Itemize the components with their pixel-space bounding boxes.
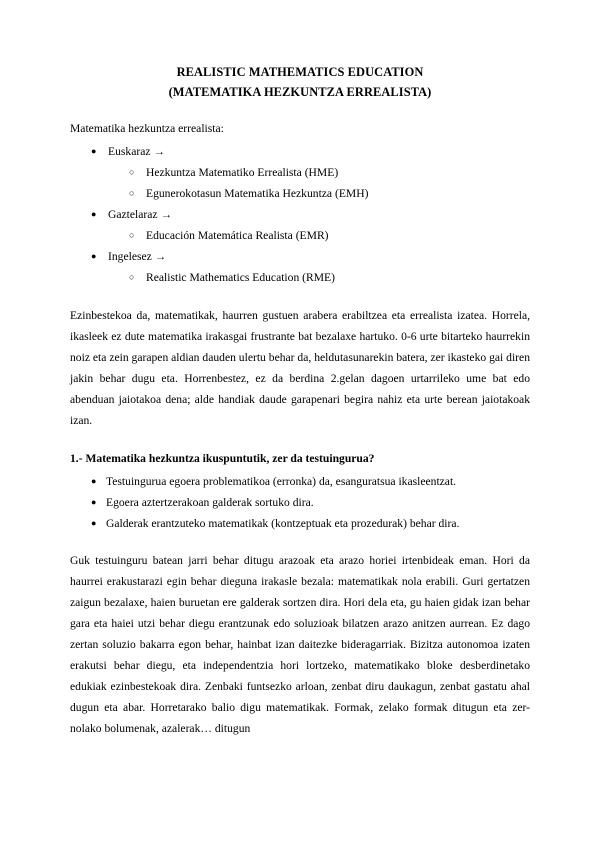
list-item-label: Gaztelaraz → xyxy=(108,208,173,221)
body-paragraph-2: Guk testuinguru batean jarri behar ditugu arazoak eta arazo horiei irtenbideak eman. Hori da haurrei erakustarazi egin behar dieguna irakasle bezala: matematikak nola erabili. Guri gertatzen zaigun bezalaxe, haien buruetan ere galderak sortzen dira. Hori dela eta, gu haien gidak izan behar gara eta haiei utzi behar diegu erantzunak edo soluzioak bilatzen arazo anitzen aurrean. Ez dago zertan soluzio bakarra egon behar, hainbat izan daitezke bideragarriak. Bizitza autonomoa izaten erakutsi behar diegu, eta independentzia hori lortzeko, matematikako bloke desberdinetako edukiak ezinbestekoak dira. Zenbaki funtsezko arloan, zenbat diru daukagun, zenbat gastatu ahal dugun eta abar. Horretarako balio digu matematikak. Formak, zelako formak ditugun eta zer-nolako bolumenak, azalerak… ditugun xyxy=(70,554,530,735)
list-item xyxy=(108,225,530,246)
list-item xyxy=(70,492,530,513)
circle-bullet-icon: ○ xyxy=(129,188,135,198)
disc-bullet-icon: ● xyxy=(91,476,97,486)
section-heading-1: 1.- Matematika hezkuntza ikuspuntutik, zer da testuingurua? xyxy=(70,452,375,465)
page-title-line-2: (MATEMATIKA HEZKUNTZA ERREALISTA) xyxy=(168,85,432,99)
list-item-label: Euskaraz → xyxy=(108,145,165,158)
list-item-label: Ingelesez → xyxy=(108,250,167,263)
disc-bullet-icon: ● xyxy=(91,146,97,156)
list-item xyxy=(70,471,530,492)
list-item-label: Egunerokotasun Matematika Hezkuntza (EMH) xyxy=(146,187,369,200)
list-item-label: Galderak erantzuteko matematikak (kontzeptuak eta prozedurak) behar dira. xyxy=(106,517,460,530)
language-list xyxy=(70,141,530,288)
page-title xyxy=(70,62,530,102)
list-item xyxy=(70,513,530,534)
disc-bullet-icon: ● xyxy=(91,251,97,261)
list-item-label: Educación Matemática Realista (EMR) xyxy=(146,229,329,242)
disc-bullet-icon: ● xyxy=(91,497,97,507)
ingelesez-sublist xyxy=(108,267,530,288)
euskaraz-sublist xyxy=(108,162,530,204)
list-item-label: Hezkuntza Matematiko Errealista (HME) xyxy=(146,166,339,179)
disc-bullet-icon: ● xyxy=(91,209,97,219)
circle-bullet-icon: ○ xyxy=(129,167,135,177)
list-item-label: Egoera aztertzerakoan galderak sortuko dira. xyxy=(106,496,314,509)
list-item-label: Realistic Mathematics Education (RME) xyxy=(146,271,335,284)
gaztelaraz-sublist xyxy=(108,225,530,246)
intro-label: Matematika hezkuntza errealista: xyxy=(70,122,224,135)
list-item-gaztelaraz xyxy=(70,204,530,246)
circle-bullet-icon: ○ xyxy=(129,230,135,240)
section-1-bullet-list xyxy=(70,471,530,534)
list-item-euskaraz xyxy=(70,141,530,204)
list-item-label: Testuingurua egoera problematikoa (erronka) da, esanguratsua ikasleentzat. xyxy=(106,475,457,488)
list-item-ingelesez xyxy=(70,246,530,288)
list-item xyxy=(108,183,530,204)
page-title-line-1: REALISTIC MATHEMATICS EDUCATION xyxy=(176,65,424,79)
list-item xyxy=(108,267,530,288)
list-item xyxy=(108,162,530,183)
disc-bullet-icon: ● xyxy=(91,518,97,528)
body-paragraph-1: Ezinbestekoa da, matematikak, haurren gustuen arabera erabiltzea eta errealista izatea. Horrela, ikasleek ez dute matematika irakasgai frustrante bat bezalaxe hartuko. 0-6 urte bitarteko haurrekin noiz eta zein garapen aldian dauden ulertu behar da, heldutasunarekin batera, zer ikasteko gai diren jakin behar dugu eta. Horrenbestez, ez da berdina 2.gelan dagoen urtarrileko ume bat edo abenduan jaiotakoa dena; alde handiak daude garapenari begira nahiz eta urte berean jaiotakoak izan. xyxy=(70,309,530,427)
circle-bullet-icon: ○ xyxy=(129,272,135,282)
